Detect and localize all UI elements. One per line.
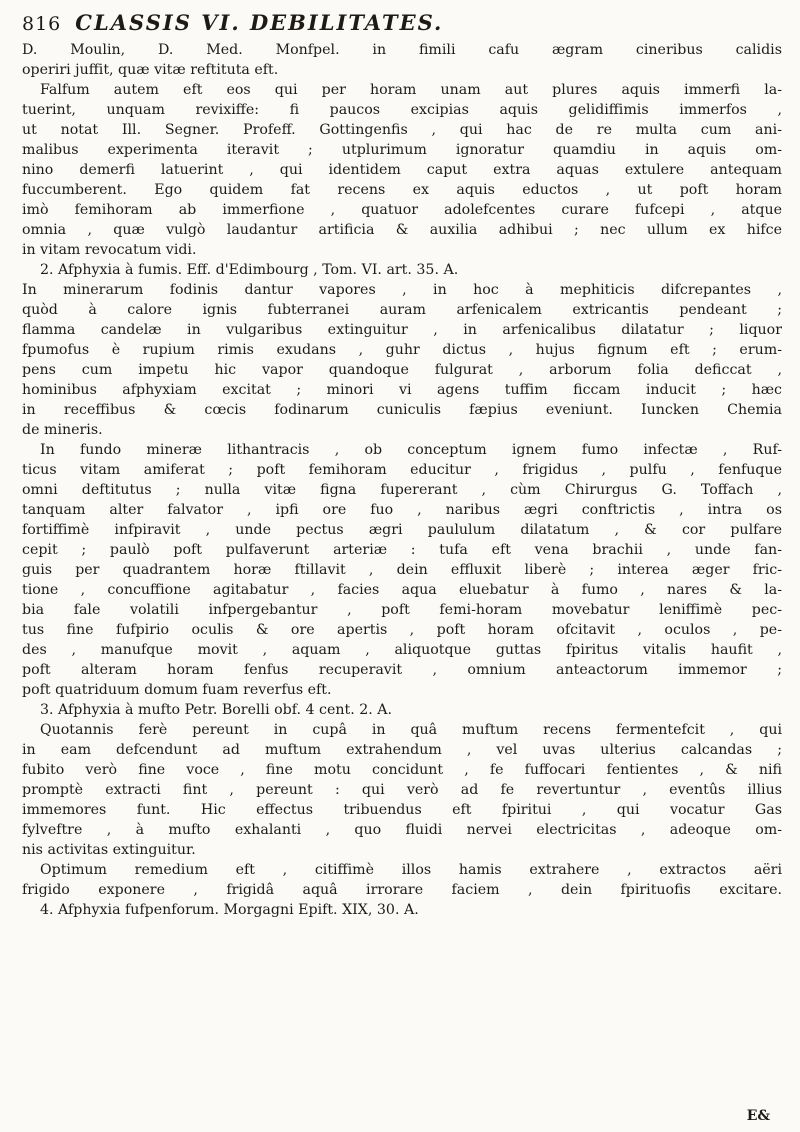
catchword: E& [746, 1108, 770, 1124]
text-line: tus fine fufpirio oculis & ore apertis , poft horam ofcitavit , oculos , pe- [22, 622, 782, 638]
text-line: malibus experimenta iteravit ; utplurimum ignoratur quamdiu in aquis om- [22, 142, 782, 158]
running-head [22, 10, 782, 38]
text-line: in receffibus & cœcis fodinarum cuniculis fæpius eveniunt. Iuncken Chemia [22, 402, 782, 418]
text-line: fortiffimè infpiravit , unde pectus ægri paululum dilatatum , & cor pulfare [22, 522, 782, 538]
text-line: omnia , quæ vulgò laudantur artificia & auxilia adhibui ; nec ullum ex hifce [22, 222, 782, 238]
text-line: Falfum autem eft eos qui per horam unam aut plures aquis immerfi la- [40, 82, 782, 98]
text-line: nino demerfi latuerint , qui identidem caput extra aquas extulere antequam [22, 162, 782, 178]
text-line: hominibus afphyxiam excitat ; minori vi agens tuffim ficcam inducit ; hæc [22, 382, 782, 398]
text-line: fuccumberent. Ego quidem fat recens ex aquis eductos , ut poft horam [22, 182, 782, 198]
text-line: flamma candelæ in vulgaribus extinguitur , in arfenicalibus dilatatur ; liquor [22, 322, 782, 338]
text-line: ut notat Ill. Segner. Profeff. Gottingenfis , qui hac de re multa cum ani- [22, 122, 782, 138]
text-line: quòd à calore ignis fubterranei auram arfenicalem extricantis pendeant ; [22, 302, 782, 318]
text-line: des , manufque movit , aquam , aliquotque guttas fpiritus vitalis haufit , [22, 642, 782, 658]
text-line: ticus vitam amiferat ; poft femihoram educitur , frigidus , pulfu , fenfuque [22, 462, 782, 478]
text-line: 4. Afphyxia fufpenforum. Morgagni Epift. XIX, 30. A. [40, 902, 419, 918]
text-line: in eam defcendunt ad muftum extrahendum , vel uvas ulterius calcandas ; [22, 742, 782, 758]
text-line: In fundo mineræ lithantracis , ob conceptum ignem fumo infectæ , Ruf- [40, 442, 782, 458]
text-line: frigido exponere , frigidâ aquâ irrorare faciem , dein fpirituofis excitare. [22, 882, 782, 898]
text-line: D. Moulin, D. Med. Monfpel. in fimili cafu ægram cineribus calidis [22, 42, 782, 58]
text-line: promptè extracti fint , pereunt : qui verò ad fe revertuntur , eventûs illius [22, 782, 782, 798]
text-line: Quotannis ferè pereunt in cupâ in quâ muftum recens fermentefcit , qui [40, 722, 782, 738]
body-text [22, 40, 782, 920]
text-line: tanquam alter falvator , ipfi ore fuo , naribus ægri conftrictis , intra os [22, 502, 782, 518]
running-title: CLASSIS VI. DEBILITATES. [75, 10, 444, 35]
text-line: 2. Afphyxia à fumis. Eff. d'Edimbourg , Tom. VI. art. 35. A. [40, 262, 459, 278]
text-line: Optimum remedium eft , citiffimè illos hamis extrahere , extractos aëri [40, 862, 782, 878]
text-line: fpumofus è rupium rimis exudans , guhr dictus , hujus fignum eft ; erum- [22, 342, 782, 358]
text-line: bia fale volatili infpergebantur , poft femi-horam movebatur leniffimè pec- [22, 602, 782, 618]
text-line: poft alteram horam fenfus recuperavit , omnium anteactorum immemor ; [22, 662, 782, 678]
text-line: imò femihoram ab immerfione , quatuor adolefcentes curare fufcepi , atque [22, 202, 782, 218]
text-line: fubito verò fine voce , fine motu concidunt , fe fuffocari fentientes , & nifi [22, 762, 782, 778]
text-line: pens cum impetu hic vapor quandoque fulgurat , arborum folia deficcat , [22, 362, 782, 378]
text-line: cepit ; paulò poft pulfaverunt arteriæ : tufa eft vena brachii , unde fan- [22, 542, 782, 558]
text-line: nis activitas extinguitur. [22, 842, 196, 858]
text-line: tuerint, unquam revixiffe: fi paucos excipias aquis gelidiffimis immerfos , [22, 102, 782, 118]
page-number: 816 [22, 13, 62, 35]
text-line: 3. Afphyxia à mufto Petr. Borelli obf. 4 cent. 2. A. [40, 702, 393, 718]
text-line: tione , concuffione agitabatur , facies aqua eluebatur à fumo , nares & la- [22, 582, 782, 598]
text-line: omni deftitutus ; nulla vitæ figna fupererant , cùm Chirurgus G. Toffach , [22, 482, 782, 498]
text-line: in vitam revocatum vidi. [22, 242, 197, 258]
text-line: poft quatriduum domum fuam reverfus eft. [22, 682, 332, 698]
text-line: operiri juffit, quæ vitæ reftituta eft. [22, 62, 279, 78]
text-line: de mineris. [22, 422, 103, 438]
text-line: In minerarum fodinis dantur vapores , in hoc à mephiticis difcrepantes , [22, 282, 782, 298]
text-line: immemores funt. Hic effectus tribuendus eft fpiritui , qui vocatur Gas [22, 802, 782, 818]
text-line: guis per quadrantem horæ ftillavit , dein effluxit liberè ; interea æger fric- [22, 562, 782, 578]
text-line: fylveftre , à mufto exhalanti , quo fluidi nervei electricitas , adeoque om- [22, 822, 782, 838]
